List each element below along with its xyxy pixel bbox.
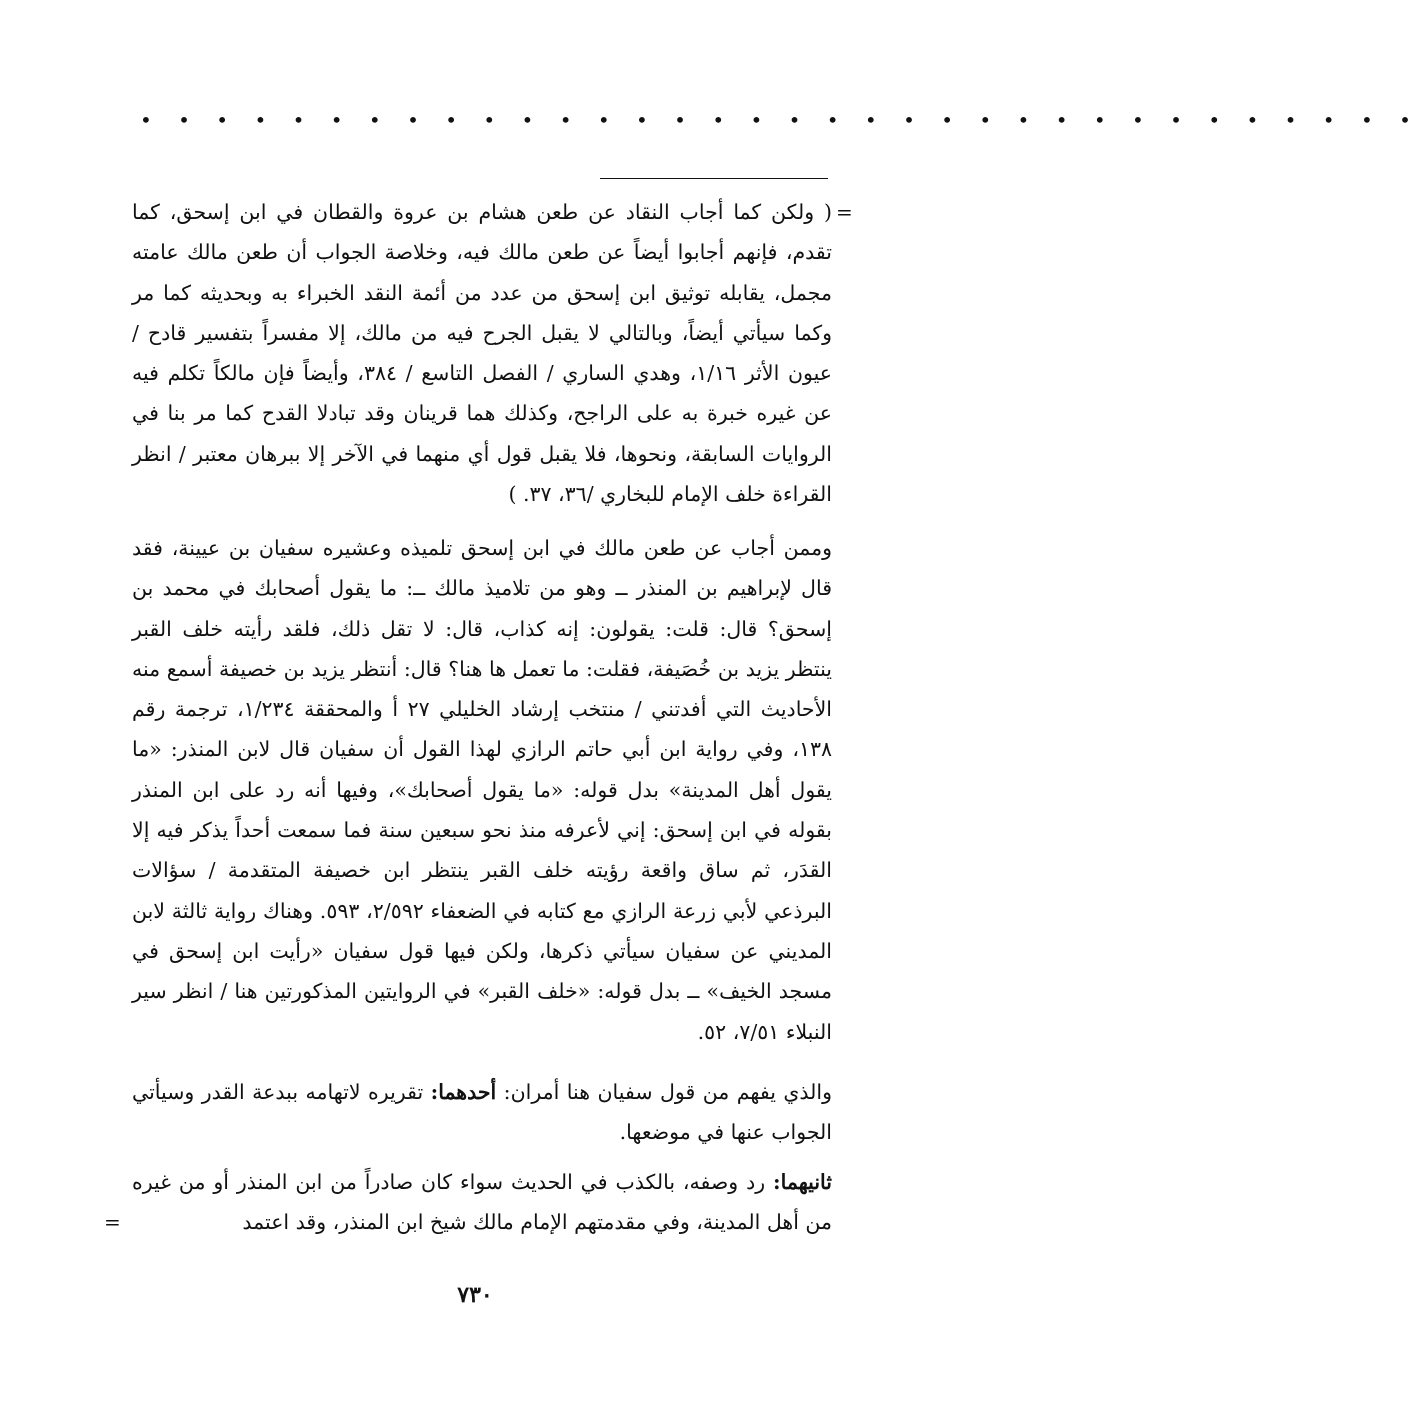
paragraph-3: [132, 1162, 832, 1243]
paragraph-3-after: رد وصفه، بالكذب في الحديث سواء كان صادراً من ابن المنذر أو من غيره من أهل المدينة، وفي مقدمتهم الإمام مالك شيخ ابن المنذر، وقد اعتمد: [132, 1170, 832, 1235]
paragraph-2: [132, 1072, 832, 1153]
paragraph-2-after: تقريره لاتهامه ببدعة القدر وسيأتي الجواب عنها في موضعها.: [132, 1080, 832, 1145]
paragraph-2-before: والذي يفهم من قول سفيان هنا أمران:: [496, 1080, 832, 1104]
page-end-continuation-mark: =: [104, 1210, 121, 1234]
dotted-separator: • • • • • • • • • • • • • • • • • • • • • • • • • • • • • • • • • •: [140, 108, 1421, 132]
footnote-text: ( ولكن كما أجاب النقاد عن طعن هشام بن عروة والقطان في ابن إسحق، كما تقدم، فإنهم أجابوا أيضاً عن طعن مالك فيه، وخلاصة الجواب أن طعن مالك عامته مجمل، يقابله توثيق ابن إسحق من عدد من أئمة النقد الخبراء به وبحديثه كما مر وكما سيأتي أيضاً، وبالتالي لا يقبل الجرح فيه من مالك، إلا مفسراً بتفسير قادح / عيون الأثر ١/١٦، وهدي الساري / الفصل التاسع / ٣٨٤، وأيضاً فإن مالكاً تكلم فيه عن غيره خبرة به على الراجح، وكذلك هما قرينان وقد تبادلا القدح كما مر بنا في الروايات السابقة، ونحوها، فلا يقبل قول أي منهما في الآخر إلا ببرهان معتبر / انظر القراءة خلف الإمام للبخاري /٣٦، ٣٧. ): [132, 200, 833, 507]
footnote-continuation-mark: =: [836, 200, 853, 224]
paragraph-3-lead: ثانيهما:: [773, 1170, 832, 1194]
footnote-rule: [600, 178, 828, 179]
paragraph-2-lead: أحدهما:: [430, 1080, 497, 1104]
page-number: ٧٣٠: [457, 1282, 493, 1308]
paragraph-1-text: وممن أجاب عن طعن مالك في ابن إسحق تلميذه وعشيره سفيان بن عيينة، فقد قال لإبراهيم بن المنذر ــ وهو من تلاميذ مالك ــ: ما يقول أصحابك في محمد بن إسحق؟ قال: قلت: يقولون: إنه كذاب، قال: لا تقل ذلك، فلقد رأيته خلف القبر ينتظر يزيد بن خُصَيفة، فقلت: ما تعمل ها هنا؟ قال: أنتظر يزيد بن خصيفة أسمع منه الأحاديث التي أفدتني / منتخب إرشاد الخليلي ٢٧ أ والمحققة ١/٢٣٤، ترجمة رقم ١٣٨، وفي رواية ابن أبي حاتم الرازي لهذا القول أن سفيان قال لابن المنذر: «ما يقول أهل المدينة» بدل قوله: «ما يقول أصحابك»، وفيها أنه رد على ابن المنذر بقوله في ابن إسحق: إني لأعرفه منذ نحو سبعين سنة فما سمعت أحداً يذكر فيه إلا القدَر، ثم ساق واقعة رؤيته خلف القبر ينتظر ابن خصيفة المتقدمة / سؤالات البرذعي لأبي زرعة الرازي مع كتابه في الضعفاء ٢/٥٩٢، ٥٩٣. وهناك رواية ثالثة لابن المديني عن سفيان سيأتي ذكرها، ولكن فيها قول سفيان «رأيت ابن إسحق في مسجد الخيف» ــ بدل قوله: «خلف القبر» في الروايتين المذكورتين هنا / انظر سير النبلاء ٧/٥١، ٥٢.: [132, 536, 833, 1044]
footnote-block: [132, 192, 832, 514]
paragraph-1: [132, 528, 832, 1052]
paragraph-2-text: [132, 1072, 832, 1153]
paragraph-3-text: [132, 1162, 832, 1243]
